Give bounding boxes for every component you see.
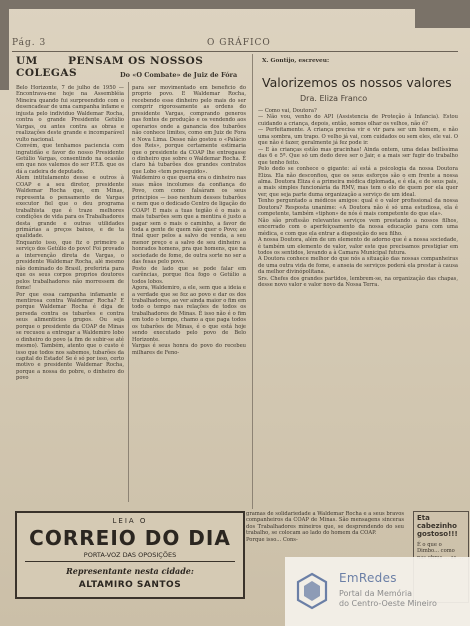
column-divider [252, 54, 253, 509]
left-article-column-2 [132, 85, 246, 501]
left-article-source: Do «O Combate» de Juiz de Fóra [120, 71, 238, 79]
correio-do-dia-advertisement [15, 511, 245, 599]
headline-fragment: UM [16, 55, 38, 67]
paragraph: Vargas é seus honra do povo do recebeu milhares de Feno- [132, 343, 246, 356]
paragraph: Convém, que tenhamos paciencia com ingratidão e favor do nosso Presidente Getúlio Vargas, consentindo na ocasião em que nos valemos do ser P.T.B. que os dá a cadeira de deputado. [16, 143, 124, 175]
page-number: Pág. 3 [12, 38, 47, 48]
paragraph: — Não vou, venho do API (Assistencia de Proteção à Infancia). Estou cuidando a criança, depois, então, somos olhar os velhos, não é? [258, 114, 458, 127]
emredes-logo-icon [295, 571, 329, 611]
ad-newspaper-name: CORREIO DO DIA [29, 526, 231, 550]
torn-edge-left [0, 0, 9, 90]
side-box-title: Eta cabezinho gostoso!!! [417, 514, 458, 538]
paragraph: Srs. Chefes dos grandes partidos, lembrem-se, na organização das chapas, desse novo valor e valor novo da Nossa Terra. [258, 275, 458, 289]
right-article-headline: Valorizemos os nossos valores [262, 75, 452, 90]
right-article-body [258, 108, 458, 506]
paragraph: Alem intitulamento desse e outros à COAP e a seu diretor, presidente Waldemar Rocha que, em Minas, representa o pensamento de Vargas executor fiel que o deu programa trabalhista que é traze melhores condições de vida para os Trabalhadores desta grande e outras utilidades primárias a preços baixos, e de ta qualidade. [16, 175, 124, 240]
paragraph: Posto de lado que se pode falar em carências, porque fica fogo o Getúlio a todos lobos. [132, 265, 246, 285]
paragraph: Não são profissão relevantes serviços vem prestando a nossos filhos, encerrado com o aperfeiçoamento da nossa educação para com uma médica, e com que ela entrar a disposição do seu filho. [258, 217, 458, 237]
paragraph: para ser movimentado em beneficio do proprio povo. E Waldemar Rocha, recebendo esse dinheiro pelo mais do ser comprir rigorosamente as ordens do presidente Vargas, comprando generos nas fontes de produção e os vendendo aos operarios onde a ganancia dos tubarões não conhece limites, como em Juiz de Fora e Nova Lima. Desse não gostou o «Palácio dos Reis», porque certamente estimaria que o presidente da COAP lhe entregasse o dinheiro que sobre o Waldemar Rocha. É claro há tubarões dos grandes contratos que Lobo «tem perseguido». [132, 85, 246, 175]
paragraph: — E às crianças estão mas gracinhas! Ainda ontem, uma delas bellíssima das 6 e 5ª. Que só um dedo deve ser o Jair, e a mais ser fugir do trabalho que tenho feito. [258, 146, 458, 166]
paragraph: A nossa Doutora, além de um elemento de adorno que é a nossa sociedade, é também um elemento de valor, valor este que precisamos prestigiar em todos os sentidos, levando a à Camara Municipal futura. [258, 237, 458, 256]
page-header [12, 38, 458, 50]
emredes-watermark [285, 557, 470, 626]
headline-title: PENSAM OS NOSSOS COLEGAS [16, 55, 204, 79]
torn-edge-top [0, 0, 470, 9]
ad-representative-name: ALTAMIRO SANTOS [78, 580, 182, 590]
paragraph: — Perfeitamente. A criança precisa vir e vir para ser um homem, e não uma sombra, um trapo. O velho já vai, com cuidados ou sem eles, ele vai. O que não é fazer, geralmente já fez pode ir. [258, 127, 458, 147]
newspaper-name: O GRÁFICO [207, 38, 271, 48]
side-box-text: É o que o Dimbo... como [417, 542, 455, 555]
watermark-title: EmRedes [339, 571, 397, 585]
paragraph: Tenho perguntado a médicos amigos: qual é o valor profissional da nossa Doutora? Resposta unanime: «A Doutora não é só uma estudiosa, ela é competente, também «tiphon» de nós é mais competente do que ela». [258, 198, 458, 218]
left-article-column-1 [16, 85, 124, 501]
paragraph: — Como vai, Doutora? [258, 108, 317, 114]
paragraph: A Doutora conhece melhor do que nós a situação das nossas companheiras de uma outra vida de fome, e anseia de serviços poderá ela prestar à causa da melhor divinópolitana. [258, 256, 458, 276]
paragraph: Enquanto isso, que fiz o primeiro a serviço dos Getúlio do povo! Foi provado a intervenção direta de Vargas, o presidente Waldemar Rocha, alé mesmo não dominado do Brasil, preferiria para que os seus corpos proprios doutores pelos trabalhadores não morressem de fome! [16, 239, 124, 292]
paragraph: Waldemiro o que queria era o dinheiro nas suas mãos incolumes da confiança do Povo, com como falsáram os seus principios — isso nenhum desses tubarões e nem que o dedicado Centro de ligação do COAP! E mais a tuas tegião é o mais a mais tubarões sem que a mentira é justo a pagar sem o mais o caminho, a favor de toda a gente de quem não quer o Povo; ao final quer pelos a salvo de venda, a seu menor preço e a salvo de seu dinheiro a honrados homens, pra que homens, que na sociedade de fome, de outra sorte no ser a das fesas pelo povo. [132, 175, 246, 266]
watermark-subtitle: Portal da Memória do Centro-Oeste Mineiro [339, 589, 437, 608]
right-article-byline: X. Gontijo, escreveu: [262, 58, 330, 64]
paragraph: Belo Horizonte, 7 de julho de 1950 — Encontrava-me hoje na Assembléia Mineira quando fui surpreendido com o desencadear de uma campanha infame e injusta pelo individuo Waldemar Rocha, contra o grande Presidente Getúlio Vargas, ou antes contra as obras e realizações deste grande e incomparável vulto nacional. [16, 85, 124, 143]
paragraph: Agora, Waldemiro, a ele, sem que a ideia e a verdade que se fez ao povo e dar os dos trabalhadores, ao ver ainda maior o fim em todo o tempo nas relações de todos os trabalhadores de Minas. É isso não é o fim em todo o tempo, chamo a que paga todos os tubarões de Minas, é o que está hoje sendo executado pelo povo de Belo Horizonte. [132, 285, 246, 343]
paragraph: Porque isso... Cons- [246, 536, 298, 543]
paragraph: Por que essa campanha infamante e mentirosa contra Waldemar Rocha? E porque Waldemar Rocha é diga de perseda contra os tubarões e contra seus alimenticios grupos. Ou seja porque o presidente da COAP de Minas se recusou a entregar a Waldemiro lobo o dinheiro do povo (a fim de subir-se até mesmo). Também, atento que o custo é isso que todos nos sabemos, tubarões da capital do Estado! Se é só por isso, certo motivo e presidente Waldemar Rocha, porque a nossa do pobre, o dinheiro do povo [16, 291, 124, 382]
right-article-author: Dra. Eliza Franco [300, 94, 368, 103]
source-name: «O Combate» de Juiz de Fóra [132, 71, 238, 79]
ad-tagline: PORTA-VOZ DAS OPOSIÇÕES [83, 551, 177, 559]
ad-read-the: LEIA O [112, 517, 148, 525]
torn-hole [415, 0, 470, 28]
ad-divider [25, 561, 235, 562]
column-divider [128, 82, 129, 502]
paragraph: gramas de solidariedade a Waldemar Rocha e a seus bravos companheiros da COAP de Minas. São mensagens sinceras dos Trabalhadores mineiros que, se desprendendo do seu trabalho, se colocam ao lado do homem da COAP. [246, 511, 404, 537]
paragraph: Pelo dedo se conhece o gigante: aí está a psicologia da nossa Doutora Eliza. Ela não desconfiou, que os seus esforços são o em frente a nossa alma. Doutora Eliza é a primeira médica diplomada, e é ela, e de seus pais, a mais simples funcionária da RMV, mas tem o elo de quem por ela quer ver, que seja parte duma organização a serviço de um ideal. [258, 166, 458, 198]
ad-representative-label: Representante nesta cidade: [66, 566, 194, 576]
header-rule [12, 51, 458, 52]
